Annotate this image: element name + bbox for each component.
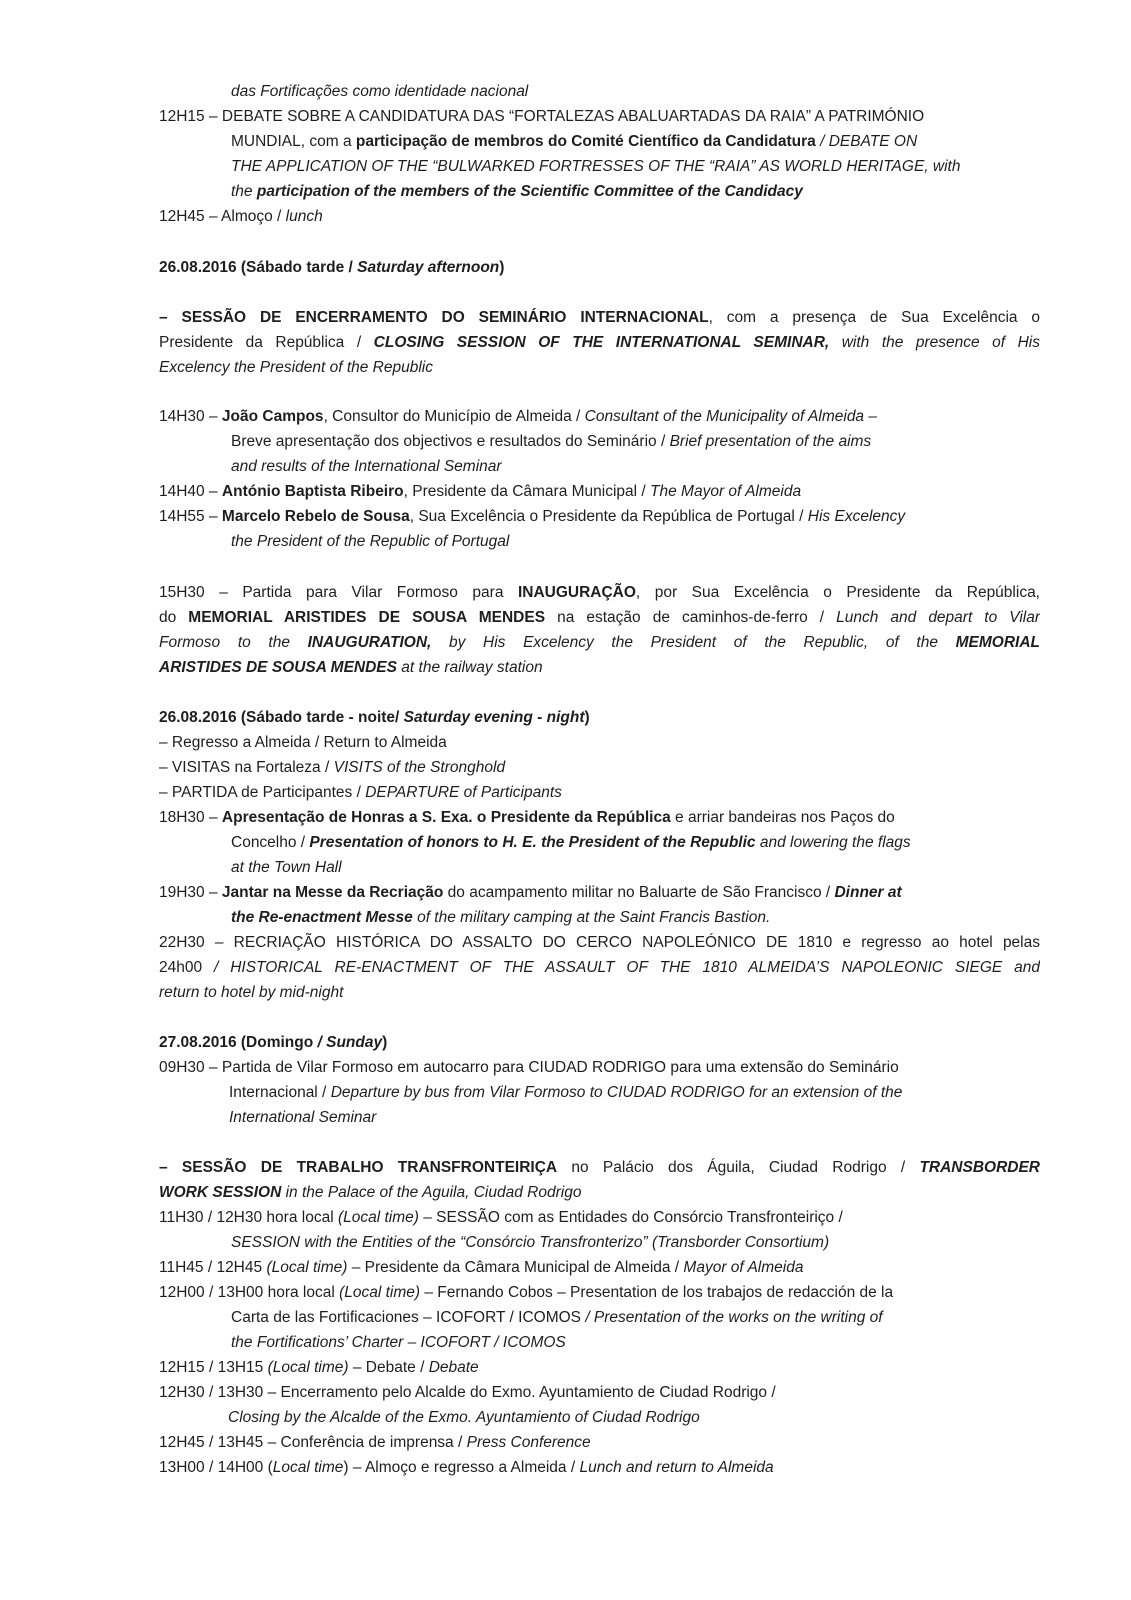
- text-line: [231, 430, 871, 454]
- text-segment: and lowering the flags: [755, 834, 911, 851]
- text-segment: return to hotel by mid-night: [159, 984, 344, 1001]
- text-segment: at the Town Hall: [231, 859, 342, 876]
- text-segment: Excelency the President of the Republic: [159, 359, 433, 376]
- text-segment: 12H45 / 13H45 – Conferência de imprensa /: [159, 1434, 467, 1451]
- text-segment: Concelho /: [231, 834, 310, 851]
- text-segment: / Presentation of the works on the writing of: [585, 1309, 883, 1326]
- text-line: [231, 831, 911, 855]
- text-segment: 15H30 – Partida para Vilar Formoso para: [159, 584, 518, 601]
- text-segment: Local time: [272, 1459, 344, 1476]
- text-segment: (Local time): [339, 1284, 421, 1301]
- text-line: [231, 1231, 829, 1255]
- text-segment: Internacional /: [229, 1084, 331, 1101]
- text-line: [159, 1206, 843, 1230]
- text-segment: das Fortificações como identidade nacional: [231, 83, 529, 100]
- text-line: [231, 1331, 566, 1355]
- text-segment: TRANSBORDER: [919, 1159, 1040, 1176]
- text-segment: in the Palace of the Aguila, Ciudad Rodrigo: [281, 1184, 582, 1201]
- text-line: [159, 581, 1040, 605]
- text-segment: 13H00 / 14H00 (: [159, 1459, 273, 1476]
- text-line: [231, 130, 917, 154]
- text-segment: ): [584, 709, 590, 726]
- text-segment: the Fortifications’ Charter – ICOFORT / ICOMOS: [231, 1334, 566, 1351]
- text-segment: Mayor of Almeida: [683, 1259, 804, 1276]
- text-line: [229, 1106, 376, 1130]
- text-line: [159, 256, 504, 280]
- text-segment: DEPARTURE of Participants: [365, 784, 562, 801]
- text-segment: 12H15 / 13H15: [159, 1359, 268, 1376]
- text-segment: SESSION with the Entities of the “Consórcio Transfronterizo” (Transborder Consortium): [231, 1234, 830, 1251]
- text-segment: Lunch and depart to Vilar: [836, 609, 1040, 626]
- text-segment: Presidente da República /: [159, 334, 374, 351]
- text-line: [159, 1356, 479, 1380]
- text-line: [159, 1156, 1040, 1180]
- text-segment: ARISTIDES DE SOUSA MENDES: [159, 659, 397, 676]
- text-segment: Brief presentation of the aims: [669, 433, 872, 450]
- text-line: [231, 906, 770, 930]
- text-segment: no Palácio dos Águila, Ciudad Rodrigo /: [557, 1159, 920, 1176]
- text-segment: Saturday afternoon: [357, 259, 500, 276]
- text-segment: – Presidente da Câmara Municipal de Almeida /: [347, 1259, 684, 1276]
- text-segment: International Seminar: [229, 1109, 377, 1126]
- text-segment: Apresentação de Honras a S. Exa. o Presidente da República: [221, 809, 671, 826]
- text-line: [159, 731, 447, 755]
- text-segment: The Mayor of Almeida: [650, 483, 802, 500]
- text-line: [231, 530, 509, 554]
- text-segment: – SESSÃO DE TRABALHO TRANSFRONTEIRIÇA: [159, 1159, 558, 1176]
- text-line: [159, 706, 590, 730]
- text-line: [229, 1081, 902, 1105]
- text-line: [159, 1056, 899, 1080]
- text-segment: Breve apresentação dos objectivos e resultados do Seminário /: [231, 433, 670, 450]
- text-segment: – Regresso a Almeida / Return to Almeida: [159, 734, 447, 751]
- text-segment: participation of the members of the Scientific Committee of the Candidacy: [256, 183, 803, 200]
- text-segment: MUNDIAL, com a: [231, 133, 356, 150]
- text-segment: Debate: [428, 1359, 479, 1376]
- text-segment: Saturday evening - night: [403, 709, 585, 726]
- text-segment: MEMORIAL ARISTIDES DE SOUSA MENDES: [188, 609, 546, 626]
- text-segment: Presentation of honors to H. E. the President of the Republic: [309, 834, 756, 851]
- text-segment: – VISITAS na Fortaleza /: [159, 759, 334, 776]
- text-segment: the President of the Republic of Portugal: [231, 533, 510, 550]
- text-segment: ): [382, 1034, 388, 1051]
- text-segment: ) – Almoço e regresso a Almeida /: [343, 1459, 580, 1476]
- text-segment: 12H45 – Almoço /: [159, 208, 286, 225]
- text-line: [231, 180, 803, 204]
- text-segment: / Sunday: [317, 1034, 383, 1051]
- text-segment: 12H15 – DEBATE SOBRE A CANDIDATURA DAS “FORTALEZAS ABALUARTADAS DA RAIA” A PATRIMÓNIO: [159, 108, 925, 125]
- text-segment: 11H45 / 12H45: [159, 1259, 267, 1276]
- text-segment: by His Excelency the President of the Republic, of the: [431, 634, 956, 651]
- text-segment: 09H30 – Partida de Vilar Formoso em autocarro para CIUDAD RODRIGO para uma extensão do Seminário: [159, 1059, 899, 1076]
- text-line: [231, 1306, 883, 1330]
- text-segment: CLOSING SESSION OF THE INTERNATIONAL SEMINAR,: [373, 334, 830, 351]
- text-segment: 18H30 –: [159, 809, 222, 826]
- text-segment: na estação de caminhos-de-ferro /: [545, 609, 837, 626]
- text-segment: 19H30 –: [159, 884, 222, 901]
- text-segment: WORK SESSION: [159, 1184, 282, 1201]
- text-segment: Carta de las Fortificaciones – ICOFORT / ICOMOS: [231, 1309, 586, 1326]
- text-segment: THE APPLICATION OF THE “BULWARKED FORTRESSES OF THE “RAIA” AS WORLD HERITAGE, with: [231, 158, 961, 175]
- text-segment: Departure by bus from Vilar Formoso to CIUDAD RODRIGO for an extension of the: [330, 1084, 903, 1101]
- text-segment: His Excelency: [807, 508, 906, 525]
- text-line: [159, 1456, 774, 1480]
- text-segment: Jantar na Messe da Recriação: [221, 884, 444, 901]
- text-segment: Formoso to the: [159, 634, 308, 651]
- text-segment: with the presence of His: [829, 334, 1040, 351]
- text-segment: – SESSÃO com as Entidades do Consórcio Transfronteiriço /: [418, 1209, 843, 1226]
- text-line: [228, 1406, 700, 1430]
- text-line: [159, 806, 895, 830]
- text-segment: / HISTORICAL RE-ENACTMENT OF THE ASSAULT OF THE 1810 ALMEIDA’S NAPOLEONIC SIEGE and: [214, 959, 1040, 976]
- text-line: [231, 856, 342, 880]
- text-line: [159, 606, 1040, 630]
- text-segment: 27.08.2016 (Domingo: [159, 1034, 318, 1051]
- text-segment: INAUGURATION,: [307, 634, 432, 651]
- text-line: [231, 155, 960, 179]
- text-segment: , Sua Excelência o Presidente da República de Portugal /: [409, 508, 808, 525]
- text-segment: João Campos: [221, 408, 324, 425]
- text-line: [159, 656, 543, 680]
- text-line: [159, 205, 323, 229]
- text-line: [159, 1381, 776, 1405]
- text-segment: , com a presença de Sua Excelência o: [708, 309, 1040, 326]
- text-segment: Marcelo Rebelo de Sousa: [221, 508, 410, 525]
- text-segment: VISITS of the Stronghold: [333, 759, 506, 776]
- text-segment: – PARTIDA de Participantes /: [159, 784, 366, 801]
- text-segment: e arriar bandeiras nos Paços do: [670, 809, 895, 826]
- text-segment: António Baptista Ribeiro: [221, 483, 404, 500]
- text-segment: and results of the International Seminar: [231, 458, 502, 475]
- text-segment: 26.08.2016 (Sábado tarde /: [159, 259, 358, 276]
- text-segment: 26.08.2016 (Sábado tarde - noite/: [159, 709, 404, 726]
- text-line: [159, 480, 801, 504]
- text-line: [159, 105, 924, 129]
- text-segment: (Local time): [266, 1259, 348, 1276]
- text-segment: at the railway station: [397, 659, 543, 676]
- text-segment: INAUGURAÇÃO: [517, 584, 636, 601]
- text-line: [231, 455, 502, 479]
- text-line: [231, 80, 528, 104]
- text-segment: 12H30 / 13H30 – Encerramento pelo Alcalde do Exmo. Ayuntamiento de Ciudad Rodrigo /: [159, 1384, 776, 1401]
- text-segment: (Local time): [267, 1359, 349, 1376]
- text-segment: lunch: [285, 208, 323, 225]
- text-line: [159, 1031, 387, 1055]
- text-segment: 12H00 / 13H00 hora local: [159, 1284, 340, 1301]
- text-line: [159, 306, 1040, 330]
- text-segment: do: [159, 609, 189, 626]
- text-segment: 14H55 –: [159, 508, 222, 525]
- text-line: [159, 505, 905, 529]
- text-segment: , Presidente da Câmara Municipal /: [403, 483, 651, 500]
- text-segment: , por Sua Excelência o Presidente da República,: [635, 584, 1040, 601]
- text-segment: the: [231, 183, 257, 200]
- text-segment: ): [499, 259, 505, 276]
- text-segment: Dinner at: [834, 884, 902, 901]
- text-line: [159, 1181, 581, 1205]
- text-segment: of the military camping at the Saint Francis Bastion.: [412, 909, 771, 926]
- text-segment: 22H30 – RECRIAÇÃO HISTÓRICA DO ASSALTO DO CERCO NAPOLEÓNICO DE 1810 e regresso ao hotel pelas: [159, 934, 1040, 951]
- text-segment: – Fernando Cobos – Presentation de los trabajos de redacción de la: [420, 1284, 894, 1301]
- text-segment: Closing by the Alcalde of the Exmo. Ayuntamiento of Ciudad Rodrigo: [228, 1409, 700, 1426]
- text-line: [159, 405, 877, 429]
- text-line: [159, 1431, 591, 1455]
- text-segment: MEMORIAL: [955, 634, 1040, 651]
- text-line: [159, 331, 1040, 355]
- text-segment: – SESSÃO DE ENCERRAMENTO DO SEMINÁRIO INTERNACIONAL: [159, 309, 709, 326]
- text-segment: 14H40 –: [159, 483, 222, 500]
- text-segment: / DEBATE ON: [815, 133, 918, 150]
- text-segment: – Debate /: [348, 1359, 429, 1376]
- text-line: [159, 631, 1040, 655]
- text-line: [159, 1256, 803, 1280]
- text-segment: Press Conference: [466, 1434, 591, 1451]
- text-segment: (Local time): [337, 1209, 419, 1226]
- text-line: [159, 956, 1040, 980]
- text-line: [159, 981, 343, 1005]
- text-line: [159, 356, 433, 380]
- text-segment: the Re-enactment Messe: [231, 909, 413, 926]
- text-line: [159, 756, 505, 780]
- text-segment: Lunch and return to Almeida: [579, 1459, 774, 1476]
- text-line: [159, 931, 1040, 955]
- text-line: [159, 881, 902, 905]
- text-segment: 14H30 –: [159, 408, 222, 425]
- text-segment: 24h00: [159, 959, 214, 976]
- text-line: [159, 1281, 893, 1305]
- text-segment: participação de membros do Comité Científico da Candidatura: [355, 133, 816, 150]
- text-line: [159, 781, 562, 805]
- text-segment: do acampamento militar no Baluarte de São Francisco /: [443, 884, 835, 901]
- text-segment: 11H30 / 12H30 hora local: [159, 1209, 338, 1226]
- text-segment: , Consultor do Município de Almeida /: [323, 408, 585, 425]
- text-segment: Consultant of the Municipality of Almeida –: [584, 408, 877, 425]
